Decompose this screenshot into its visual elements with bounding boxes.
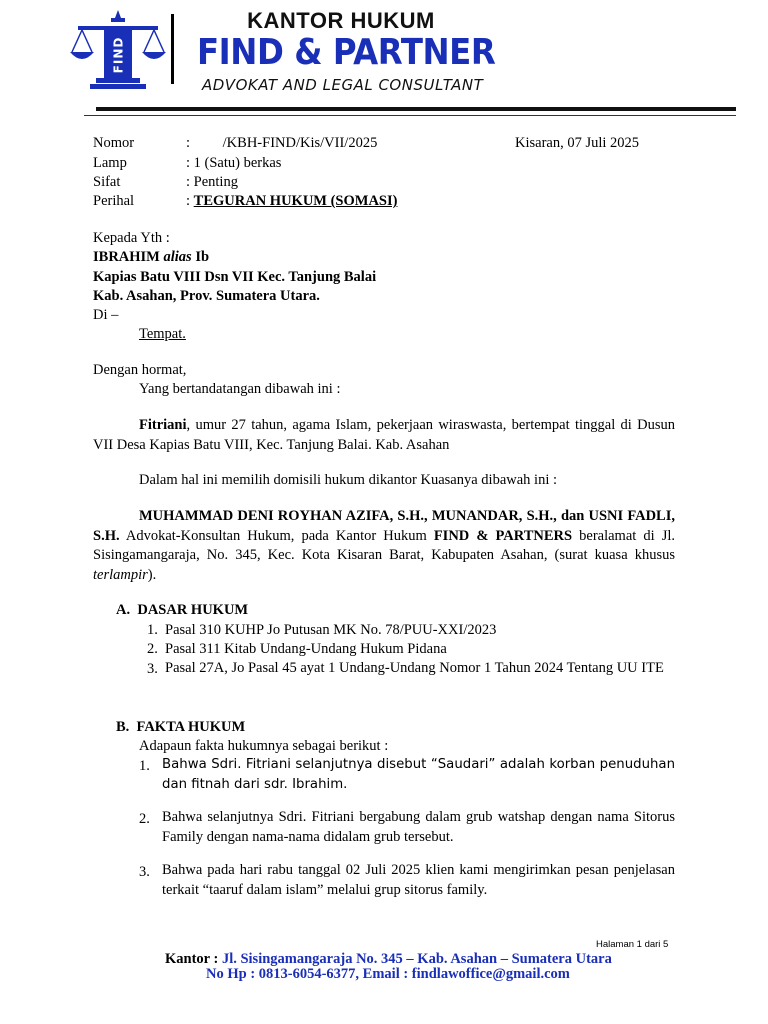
section-b-item-2-num: 2. [139,811,150,827]
footer-kantor-value: Jl. Sisingamangaraja No. 345 – Kab. Asahan – Sumatera Utara [221,951,612,967]
lawyers-desc-b: beralamat di Jl. Sisingamangaraja, No. 345, Kec. Kota Kisaran Barat, Kabupaten Asahan, (surat kuasa khusus [93,527,675,563]
greeting: Dengan hormat, [93,362,187,378]
sifat-value: : Penting [186,174,238,190]
firm-logo [68,10,168,92]
recipient-alias: alias [163,249,192,265]
page-number: Halaman 1 dari 5 [596,939,669,950]
client-name: Fitriani [139,417,187,433]
lamp-label: Lamp [93,155,127,171]
firm-name: FIND & PARTNER [197,32,496,73]
lamp-value: : 1 (Satu) berkas [186,155,282,171]
perihal-value: TEGURAN HUKUM (SOMASI) [193,193,398,209]
recipient-name-b: Ib [191,249,210,265]
perihal-label: Perihal [93,193,135,209]
lawyers-names: MUHAMMAD DENI ROYHAN AZIFA, S.H., MUNANDAR, S.H., dan USNI FADLI, S.H. [93,508,675,544]
letterhead-rule-thin [84,115,736,116]
intro-line: Yang bertandatangan dibawah ini : [139,381,341,397]
logo-label: FIND [111,36,126,74]
perihal-colon: : [186,193,194,209]
recipient-address-1: Kapias Batu VIII Dsn VII Kec. Tanjung Balai [93,269,377,285]
nomor-value: : /KBH-FIND/Kis/VII/2025 [186,135,378,151]
footer-contact: No Hp : 0813-6054-6377, Email : findlawoffice@gmail.com [206,966,570,982]
footer-kantor-label: Kantor : [165,951,222,967]
section-b-intro: Adapaun fakta hukumnya sebagai berikut : [139,738,389,754]
client-paragraph [93,416,675,455]
kepada-label: Kepada Yth : [93,230,170,246]
letterhead-title: KANTOR HUKUM [247,8,435,33]
recipient-name [93,248,209,266]
section-b-item-1-text: Bahwa Sdri. Fitriani selanjutnya disebut “Saudari” adalah korban penuduhan dan fitnah dari sdr. Ibrahim. [162,757,675,792]
section-a-item-2-num: 2. [147,641,158,657]
domicile-line: Dalam hal ini memilih domisili hukum dikantor Kuasanya dibawah ini : [139,472,558,488]
section-a-item-3-num: 3. [147,661,158,677]
section-a-item-2-text: Pasal 311 Kitab Undang-Undang Hukum Pidana [165,641,447,657]
letterhead-rule-thick [96,107,736,111]
logo-text [104,32,132,78]
section-b-item-2-text: Bahwa selanjutnya Sdri. Fitriani bergabung dalam grub watshap dengan nama Sitorus Family dengan nama-nama didalam grub tersebut. [162,809,675,845]
perihal-row [186,192,397,210]
section-a-item-1-num: 1. [147,622,158,638]
section-a-item-3-text: Pasal 27A, Jo Pasal 45 ayat 1 Undang-Undang Nomor 1 Tahun 2024 Tentang UU ITE [165,660,664,676]
nomor-label: Nomor [93,135,135,151]
di-label: Di – [93,307,119,323]
lawyers-paragraph [93,507,675,585]
lawyers-desc-a: Advokat-Konsultan Hukum, pada Kantor Hukum [119,527,434,544]
tempat-label: Tempat. [139,326,186,342]
lawyers-firm: FIND & PARTNERS [433,527,573,544]
recipient-address-2: Kab. Asahan, Prov. Sumatera Utara. [93,288,320,304]
sifat-label: Sifat [93,174,121,190]
section-b-heading: B. FAKTA HUKUM [116,719,246,735]
letter-date: Kisaran, 07 Juli 2025 [515,135,640,151]
client-description: , umur 27 tahun, agama Islam, pekerjaan wiraswasta, bertempat tinggal di Dusun VII Desa Kapias Batu VIII, Kec. Tanjung Balai. Kab. Asahan [93,417,675,453]
letterhead-subtitle: ADVOKAT AND LEGAL CONSULTANT [202,76,484,94]
section-b-item-3-num: 3. [139,864,150,880]
section-a-heading: A. DASAR HUKUM [116,602,249,618]
recipient-name-a: IBRAHIM [93,249,164,265]
lawyers-terlampir: terlampir [93,566,148,583]
letterhead-divider [171,14,174,84]
lawyers-end: ). [147,566,157,583]
section-b-item-1-num: 1. [139,758,150,774]
section-a-item-1-text: Pasal 310 KUHP Jo Putusan MK No. 78/PUU-XXI/2023 [165,622,497,638]
section-b-item-3-text: Bahwa pada hari rabu tanggal 02 Juli 2025 klien kami mengirimkan pesan penjelasan terkait “taaruf dalam islam” melalui grup sitorus family. [162,862,675,898]
